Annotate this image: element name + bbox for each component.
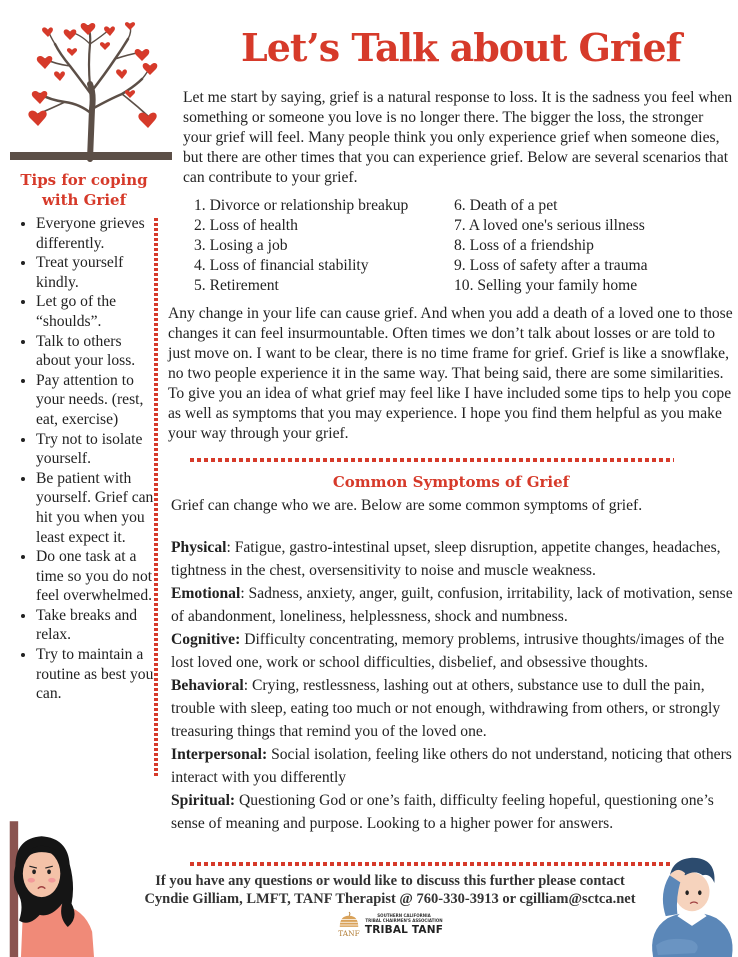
symptom-item	[171, 582, 734, 628]
tip-item: • Do one task at a time so you do not feel overwhelmed.	[36, 547, 154, 606]
tip-item: • Try not to isolate yourself.	[36, 430, 154, 469]
tips-list	[14, 214, 154, 704]
logo-name: TRIBAL TANF	[364, 923, 444, 936]
tip-item: • Take breaks and relax.	[36, 606, 154, 645]
symptom-label: Physical	[171, 539, 227, 556]
symptom-item	[171, 536, 734, 582]
symptom-label: Behavioral	[171, 677, 244, 694]
symptom-separator: :	[226, 539, 235, 556]
scenario-list	[194, 196, 734, 296]
heart-tree-illustration	[10, 14, 172, 162]
scenario-item: 4. Loss of financial stability	[194, 257, 369, 274]
symptom-text: Difficulty concentrating, memory problems, intrusive thoughts/images of the lost loved one, work or school difficulties, disbelief, and obsessive thoughts.	[171, 631, 725, 671]
tip-item: • Let go of the “shoulds”.	[36, 292, 154, 331]
vertical-dotted-divider	[154, 218, 158, 778]
symptom-text: Sadness, anxiety, anger, guilt, confusion, irritability, lack of motivation, sense of abandonment, loneliness, helplessness, shock and numbness.	[171, 585, 733, 625]
symptom-item	[171, 743, 734, 789]
contact-line-2: Cyndie Gilliam, LMFT, TANF Therapist @ 760-330-3913 or cgilliam@sctca.net	[144, 891, 636, 907]
contact-line-1: If you have any questions or would like to discuss this further please contact	[155, 873, 625, 889]
scenario-item: 5. Retirement	[194, 277, 279, 294]
scenario-item: 8. Loss of a friendship	[454, 237, 594, 254]
tanf-emblem-icon	[337, 910, 361, 940]
symptom-label: Spiritual:	[171, 792, 236, 809]
symptom-text: Crying, restlessness, lashing out at others, substance use to dull the pain, trouble with sleep, eating too much or not enough, withdrawing from others, or strongly treasuring things that remind you of the loved one.	[171, 677, 721, 740]
tip-item: • Talk to others about your loss.	[36, 332, 154, 371]
scenario-item: 7. A loved one's serious illness	[454, 217, 645, 234]
dotted-divider	[190, 862, 670, 866]
symptom-separator: :	[243, 677, 253, 694]
symptom-item	[171, 674, 734, 743]
symptoms-intro: Grief can change who we are. Below are some common symptoms of grief.	[171, 497, 643, 514]
symptom-item	[171, 628, 734, 674]
symptom-label: Cognitive:	[171, 631, 241, 648]
change-paragraph: Any change in your life can cause grief. And when you add a death of a loved one to those changes it can feel insurmountable. Often times we don’t talk about losses or are told to just move on. I want to be clear, there is no time frame for grief. Grief is like a snowflake, no two people experience it in the same way. That being said, there are some similarities. To give you an idea of what grief may feel like I have included some tips to help you cope as well as symptoms that you may experience. I hope you find them helpful as you make your way through your grief.	[168, 305, 733, 442]
tips-sidebar	[14, 170, 154, 704]
symptom-separator: :	[240, 585, 249, 602]
symptoms-heading: Common Symptoms of Grief	[332, 473, 570, 491]
sad-woman-illustration	[0, 810, 100, 957]
tip-item: • Pay attention to your needs. (rest, eat, exercise)	[36, 371, 154, 430]
symptom-label: Interpersonal:	[171, 746, 268, 763]
scenario-item: 3. Losing a job	[194, 237, 288, 254]
dotted-divider	[190, 458, 674, 462]
symptom-text: Questioning God or one’s faith, difficulty feeling hopeful, questioning one’s sense of meaning and purpose. Looking to a higher power for answers.	[171, 792, 714, 832]
stressed-man-illustration	[648, 848, 736, 957]
tip-item: • Treat yourself kindly.	[36, 253, 154, 292]
tip-item: • Try to maintain a routine as best you can.	[36, 645, 154, 704]
scenario-item: 10. Selling your family home	[454, 277, 638, 294]
symptom-text: Fatigue, gastro-intestinal upset, sleep disruption, appetite changes, headaches, tightness in the chest, oversensitivity to noise and muscle weakness.	[171, 539, 721, 579]
logo-subtitle-2: TRIBAL CHAIRMEN'S ASSOCIATION	[365, 918, 443, 923]
symptom-item	[171, 789, 734, 835]
intro-paragraph: Let me start by saying, grief is a natural response to loss. It is the sadness you feel when something or someone you love is no longer there. The bigger the loss, the stronger your grief will feel. Many people think you only experience grief when someone dies, but there are other times that you can experience grief. Below are several scenarios that can contribute to your grief.	[183, 89, 733, 186]
tribal-tanf-logo	[110, 910, 670, 940]
contact-info	[110, 872, 670, 908]
footer	[110, 862, 670, 940]
emblem-text: TANF	[338, 929, 360, 939]
scenario-item: 1. Divorce or relationship breakup	[194, 197, 409, 214]
logo-subtitle-1: SOUTHERN CALIFORNIA	[377, 913, 431, 919]
symptoms-list	[171, 536, 734, 835]
scenario-item: 6. Death of a pet	[454, 197, 558, 214]
page-title: Let’s Talk about Grief	[241, 25, 681, 70]
symptom-label: Emotional	[171, 585, 241, 602]
tip-item: • Be patient with yourself. Grief can hit you when you least expect it.	[36, 469, 154, 547]
scenario-item: 2. Loss of health	[194, 217, 298, 234]
tip-item: • Everyone grieves differently.	[36, 214, 154, 253]
symptom-text: Social isolation, feeling like others do not understand, noticing that others interact with you differently	[171, 746, 732, 786]
main-column	[168, 22, 734, 835]
tips-heading: Tips for coping with Grief	[20, 171, 148, 209]
scenario-item: 9. Loss of safety after a trauma	[454, 257, 648, 274]
